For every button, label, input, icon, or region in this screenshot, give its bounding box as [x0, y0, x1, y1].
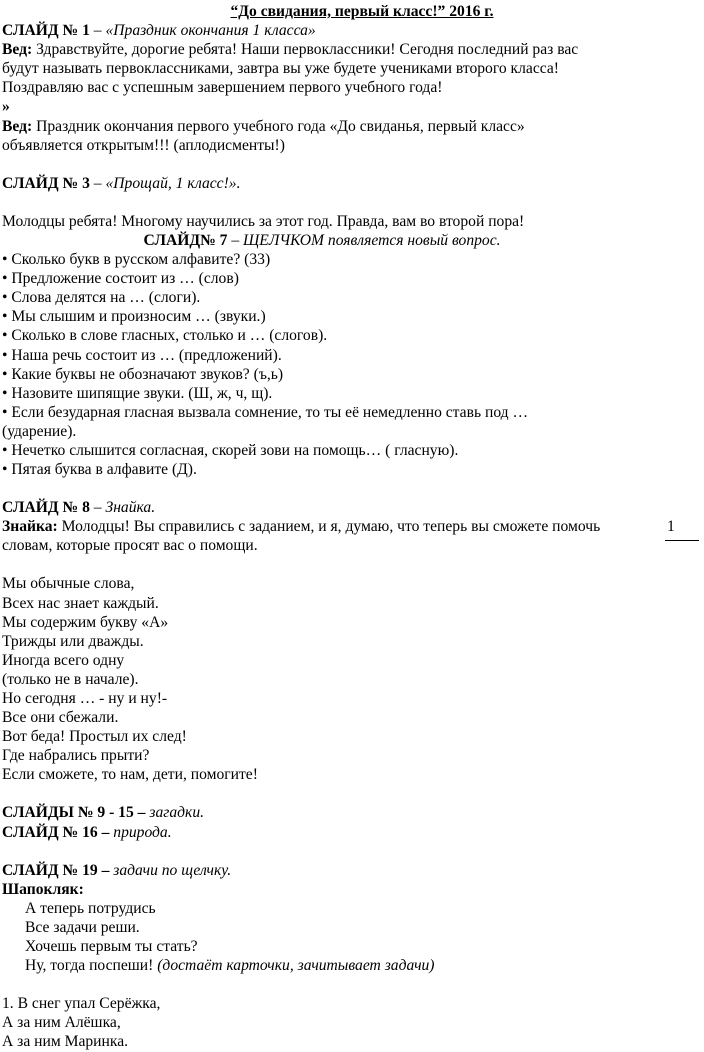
- task-line: 1. В снег упал Серёжка,: [2, 995, 161, 1013]
- poem-line: Трижды или дважды.: [2, 632, 144, 650]
- poem-line: Если сможете, то нам, дети, помогите!: [2, 766, 258, 784]
- slide-caption: загадки.: [149, 804, 205, 822]
- slide-label: СЛАЙД № 16: [2, 823, 98, 841]
- bullet-item: • Предложение состоит из … (слов): [2, 270, 239, 288]
- poem-line: Все они сбежали.: [2, 709, 119, 727]
- slide-label: СЛАЙД № 19: [2, 861, 98, 879]
- spacer: [2, 555, 642, 574]
- slide-label: СЛАЙД № 3: [2, 174, 90, 192]
- slide-label: СЛАЙД № 8: [2, 499, 90, 517]
- dash: –: [89, 22, 106, 40]
- speaker-label: Шапокляк:: [2, 880, 84, 898]
- spacer: [2, 842, 642, 861]
- paragraph-line: Молодцы ребята! Многому научились за этот год. Правда, вам во второй пора!: [2, 212, 525, 230]
- slide-label: СЛАЙД № 1: [2, 22, 90, 40]
- speaker-label: Знайка:: [2, 518, 58, 536]
- page-number: 1: [667, 518, 675, 535]
- poem-line: Мы обычные слова,: [2, 575, 135, 593]
- bullet-item: • Назовите шипящие звуки. (Ш, ж, ч, щ).: [2, 384, 273, 402]
- verse-text: Ну, тогда поспеши!: [25, 957, 158, 975]
- task-line: А за ним Маринка.: [2, 1033, 129, 1051]
- spacer: [2, 975, 642, 994]
- poem-line: Мы содержим букву «А»: [2, 613, 169, 631]
- speech-text: Здравствуйте, дорогие ребята! Наши первоклассники! Сегодня последний раз вас: [32, 41, 579, 59]
- poem-line: Иногда всего одну: [2, 651, 125, 669]
- poem-line: Всех нас знает каждый.: [2, 594, 159, 612]
- poem-line: (только не в начале).: [2, 670, 139, 688]
- dash: –: [133, 804, 150, 822]
- slide-caption: природа.: [113, 823, 172, 841]
- quote-mark: »: [2, 98, 10, 116]
- slide-19-heading: [2, 861, 642, 880]
- dash: –: [97, 823, 114, 841]
- spacer: [2, 193, 642, 212]
- document-title: “До свидания, первый класс!” 2016 г.: [230, 3, 494, 20]
- bullet-item: • Слова делятся на … (слоги).: [2, 289, 201, 307]
- slide-7-heading: [2, 231, 642, 250]
- verse-line: Хочешь первым ты стать?: [25, 938, 198, 956]
- paragraph-line: Поздравляю вас с успешным завершением первого учебного года!: [2, 79, 443, 97]
- spacer: [2, 479, 642, 498]
- slide-caption: Знайка.: [105, 499, 156, 517]
- verse-line: А теперь потрудись: [25, 899, 156, 917]
- bullet-item: (ударение).: [2, 422, 77, 440]
- poem-line: Где набрались прыти?: [2, 747, 150, 765]
- spacer: [2, 155, 642, 174]
- speech-text: Молодцы! Вы справились с заданием, и я, думаю, что теперь вы сможете помочь: [57, 518, 601, 536]
- paragraph-line: [2, 117, 642, 136]
- bullet-item: • Нечетко слышится согласная, скорей зови на помощь… ( гласную).: [2, 441, 459, 459]
- speaker-label: Вед:: [2, 117, 33, 135]
- paragraph-line: словам, которые просят вас о помощи.: [2, 537, 258, 555]
- slide-3-heading: [2, 174, 642, 193]
- dash: –: [89, 499, 106, 517]
- task-line: А за ним Алёшка,: [2, 1014, 121, 1032]
- slide-caption: задачи по щелчку.: [113, 861, 232, 879]
- spacer: [2, 784, 642, 803]
- bullet-item: • Сколько букв в русском алфавите? (33): [2, 251, 271, 269]
- slide-8-heading: [2, 498, 642, 517]
- page-number-rule: [665, 540, 699, 541]
- slide-caption: «Прощай, 1 класс!».: [105, 174, 241, 192]
- bullet-item: • Наша речь состоит из … (предложений).: [2, 346, 282, 364]
- bullet-item: • Пятая буква в алфавите (Д).: [2, 461, 197, 479]
- paragraph-line: объявляется открытым!!! (аплодисменты!): [2, 136, 285, 154]
- paragraph-line: [2, 517, 642, 536]
- slide-16-heading: [2, 823, 642, 842]
- slide-label: СЛАЙДЫ № 9 - 15: [2, 804, 134, 822]
- slide-label: СЛАЙД№ 7: [143, 231, 228, 249]
- poem-line: Вот беда! Простыл их след!: [2, 728, 187, 746]
- verse-line: [2, 956, 642, 975]
- stage-direction: (достаёт карточки, зачитывает задачи): [157, 957, 435, 975]
- slide-caption: «Праздник окончания 1 класса»: [105, 22, 316, 40]
- paragraph-line: [2, 40, 642, 59]
- bullet-item: • Если безударная гласная вызвала сомнение, то ты её немедленно ставь под …: [2, 403, 529, 421]
- bullet-item: • Какие буквы не обозначают звуков? (ъ,ь): [2, 365, 284, 383]
- dash: –: [97, 861, 114, 879]
- verse-line: Все задачи реши.: [25, 918, 140, 936]
- speaker-label: Вед:: [2, 41, 33, 59]
- speech-text: Праздник окончания первого учебного года «До свиданья, первый класс»: [32, 117, 525, 135]
- slide-1-heading: [2, 21, 642, 40]
- dash: –: [227, 231, 244, 249]
- bullet-item: • Сколько в слове гласных, столько и … (слогов).: [2, 327, 328, 345]
- poem-line: Но сегодня … - ну и ну!-: [2, 690, 168, 707]
- dash: –: [89, 174, 106, 192]
- slide-caption: ЩЕЛЧКОМ появляется новый вопрос.: [243, 231, 501, 249]
- paragraph-line: будут называть первоклассниками, завтра вы уже будете учениками второго класса!: [2, 60, 559, 78]
- slides-9-15-heading: [2, 803, 642, 822]
- document-body: [2, 2, 642, 1052]
- bullet-item: • Мы слышим и произносим … (звуки.): [2, 308, 266, 326]
